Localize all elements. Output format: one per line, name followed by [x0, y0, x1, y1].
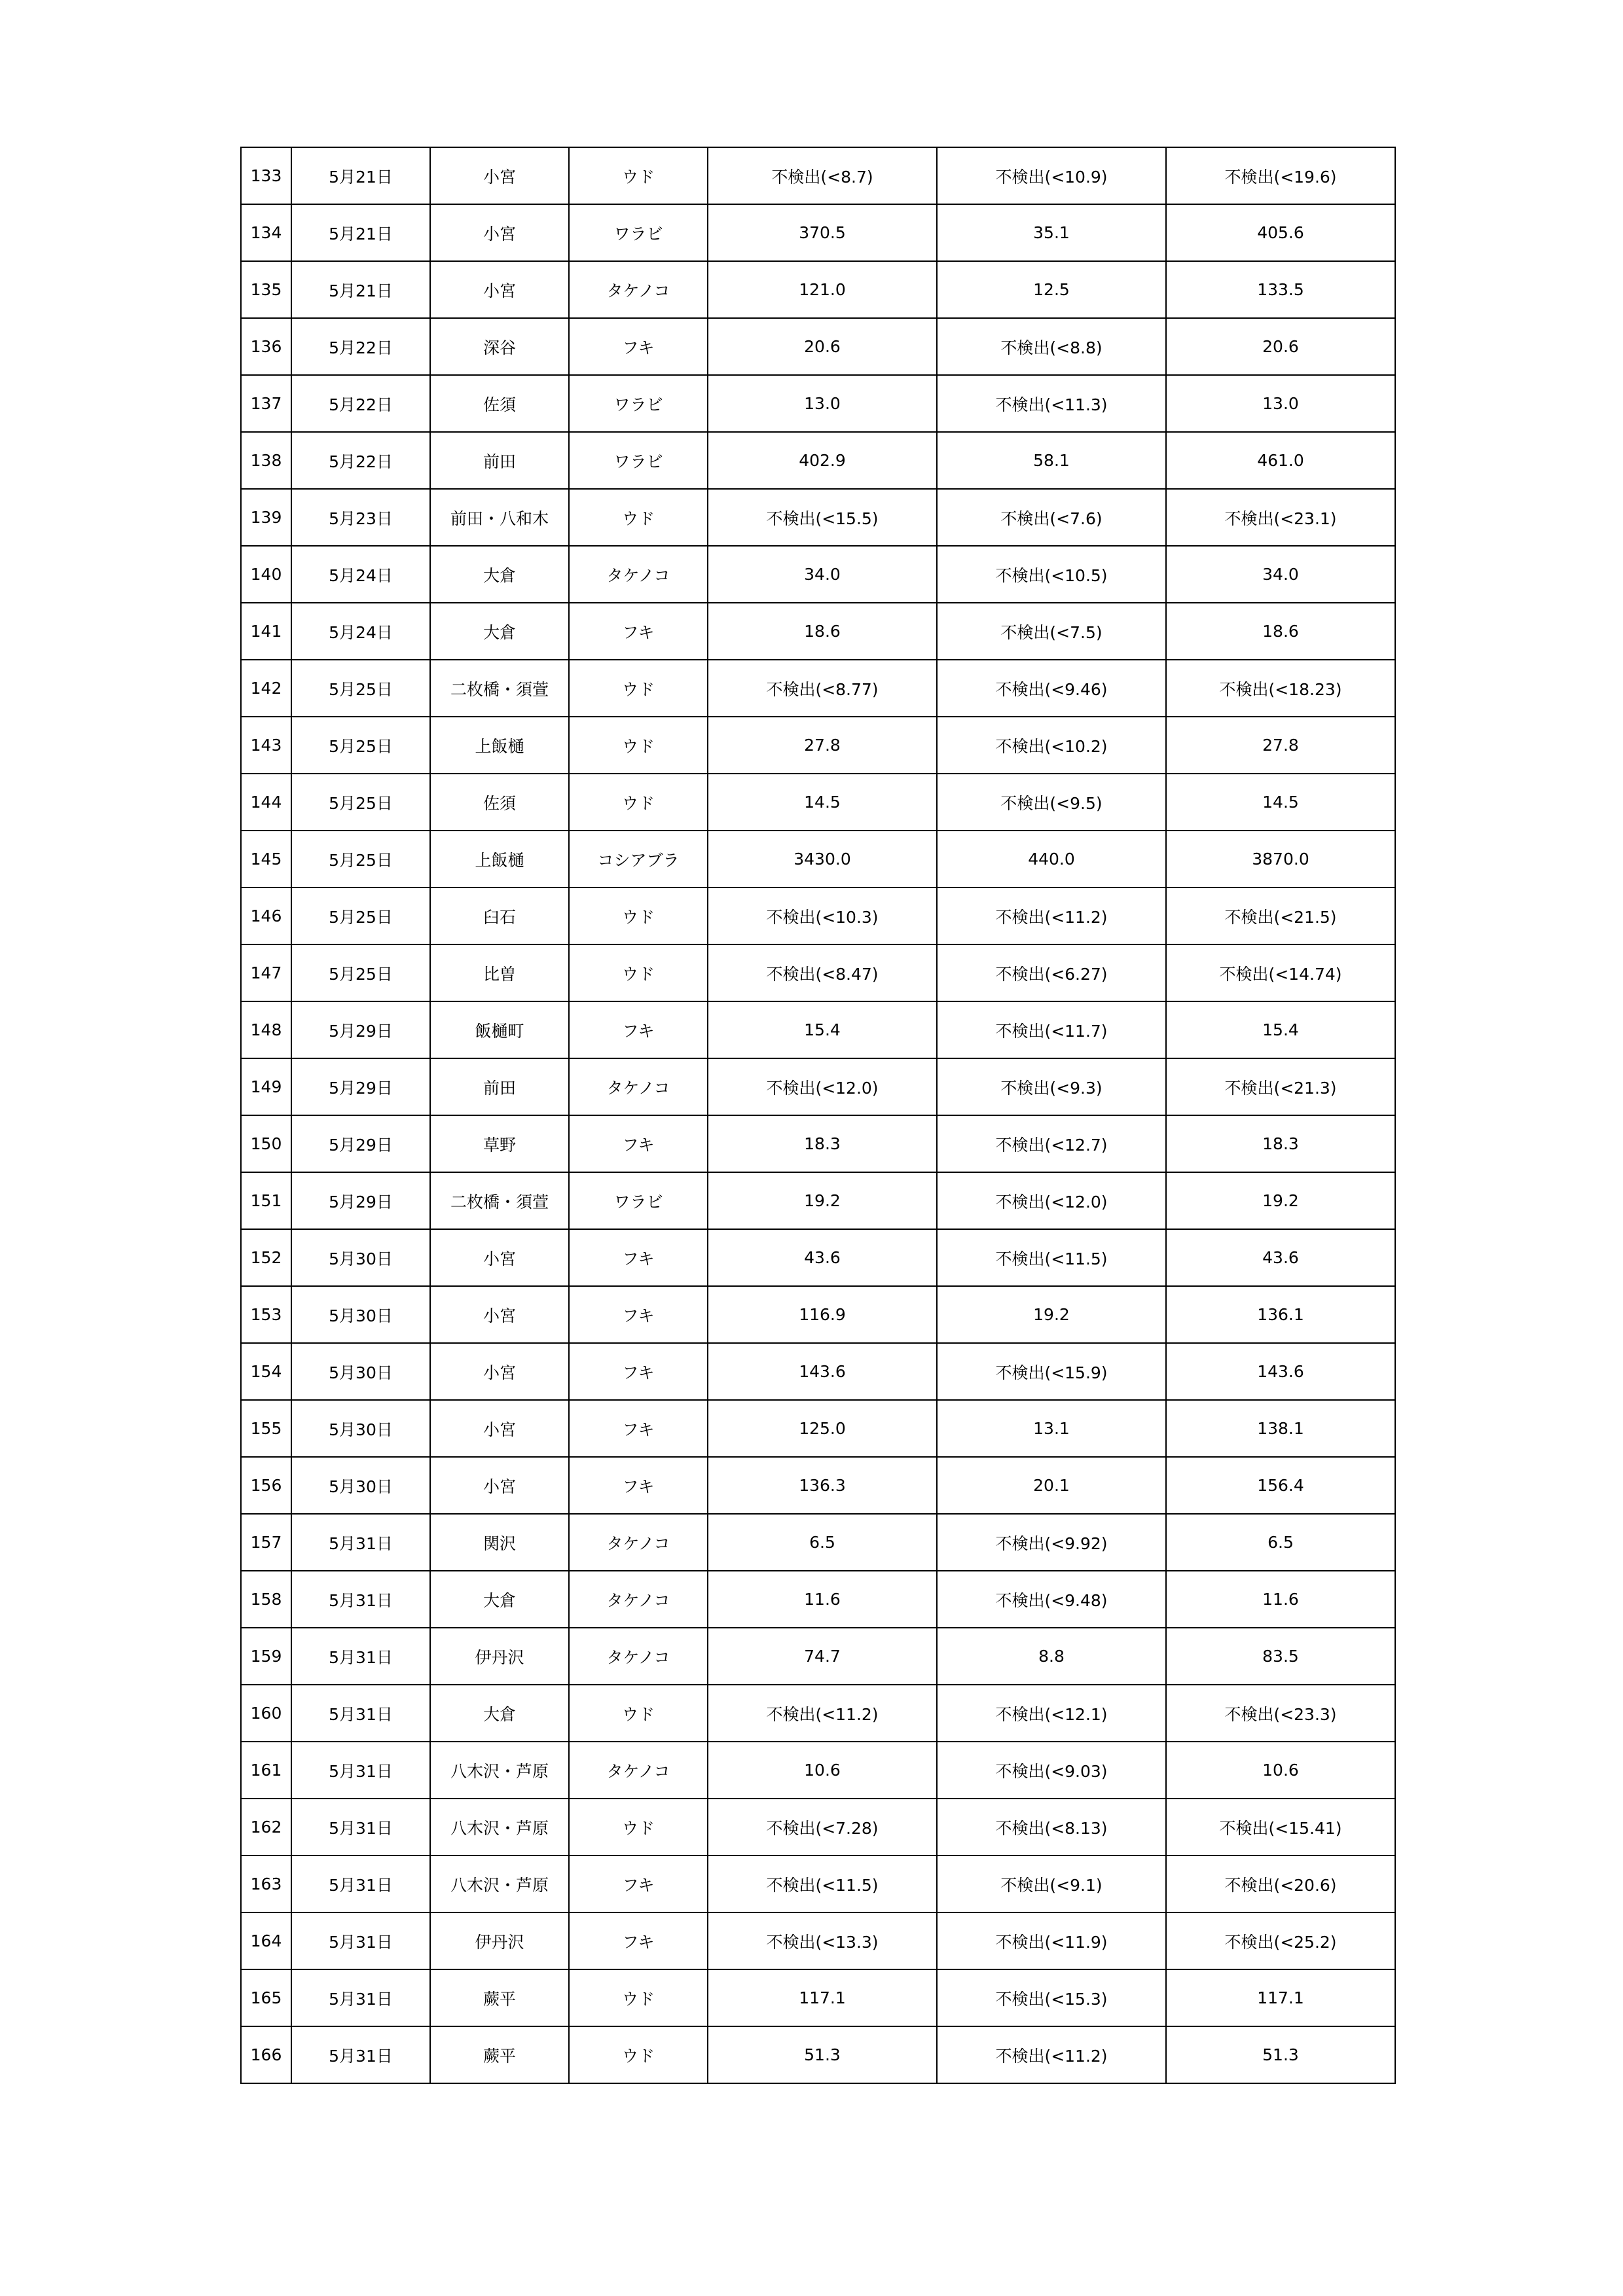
- table-row: [241, 432, 1395, 489]
- row-number-cell: 142: [241, 660, 291, 717]
- sample-date-cell: 5月31日: [291, 1742, 430, 1799]
- value-col-1-cell: 不検出(<7.28): [708, 1799, 937, 1856]
- sample-location-cell: 小宮: [430, 1343, 569, 1400]
- sample-location-cell: 臼石: [430, 888, 569, 944]
- item-name-cell: フキ: [569, 1400, 708, 1457]
- sample-date-cell: 5月29日: [291, 1001, 430, 1058]
- value-col-1-cell: 13.0: [708, 375, 937, 432]
- table-row: [241, 204, 1395, 261]
- sample-location-cell: 小宮: [430, 1400, 569, 1457]
- row-number-cell: 138: [241, 432, 291, 489]
- sample-date-cell: 5月25日: [291, 717, 430, 774]
- sample-date-cell: 5月25日: [291, 831, 430, 888]
- table-row: [241, 1628, 1395, 1685]
- sample-date-cell: 5月31日: [291, 1685, 430, 1742]
- row-number-cell: 161: [241, 1742, 291, 1799]
- sample-location-cell: 大倉: [430, 1571, 569, 1628]
- value-col-2-cell: 不検出(<11.5): [937, 1229, 1166, 1286]
- row-number-cell: 140: [241, 546, 291, 603]
- value-col-3-cell: 10.6: [1166, 1742, 1395, 1799]
- value-col-2-cell: 不検出(<6.27): [937, 944, 1166, 1001]
- value-col-2-cell: 不検出(<11.9): [937, 1912, 1166, 1969]
- sample-location-cell: 蕨平: [430, 1969, 569, 2026]
- table-row: [241, 1969, 1395, 2026]
- value-col-2-cell: 不検出(<7.6): [937, 489, 1166, 546]
- results-table-body: [241, 147, 1395, 2083]
- sample-date-cell: 5月30日: [291, 1400, 430, 1457]
- value-col-2-cell: 440.0: [937, 831, 1166, 888]
- value-col-3-cell: 18.3: [1166, 1115, 1395, 1172]
- value-col-1-cell: 143.6: [708, 1343, 937, 1400]
- table-row: [241, 603, 1395, 660]
- item-name-cell: フキ: [569, 1343, 708, 1400]
- value-col-1-cell: 74.7: [708, 1628, 937, 1685]
- sample-location-cell: 二枚橋・須萱: [430, 660, 569, 717]
- sample-location-cell: 上飯樋: [430, 831, 569, 888]
- table-row: [241, 2026, 1395, 2083]
- item-name-cell: ワラビ: [569, 375, 708, 432]
- sample-date-cell: 5月29日: [291, 1115, 430, 1172]
- row-number-cell: 135: [241, 261, 291, 318]
- value-col-1-cell: 136.3: [708, 1457, 937, 1514]
- results-table: [240, 147, 1396, 2084]
- item-name-cell: タケノコ: [569, 1514, 708, 1571]
- value-col-1-cell: 18.3: [708, 1115, 937, 1172]
- item-name-cell: ウド: [569, 2026, 708, 2083]
- value-col-3-cell: 19.2: [1166, 1172, 1395, 1229]
- sample-location-cell: 小宮: [430, 204, 569, 261]
- row-number-cell: 164: [241, 1912, 291, 1969]
- sample-date-cell: 5月31日: [291, 1856, 430, 1912]
- table-row: [241, 774, 1395, 831]
- value-col-1-cell: 370.5: [708, 204, 937, 261]
- sample-location-cell: 蕨平: [430, 2026, 569, 2083]
- table-row: [241, 147, 1395, 204]
- value-col-1-cell: 20.6: [708, 318, 937, 375]
- sample-date-cell: 5月30日: [291, 1229, 430, 1286]
- value-col-1-cell: 不検出(<8.77): [708, 660, 937, 717]
- sample-date-cell: 5月21日: [291, 204, 430, 261]
- sample-location-cell: 八木沢・芦原: [430, 1799, 569, 1856]
- sample-date-cell: 5月22日: [291, 318, 430, 375]
- sample-date-cell: 5月31日: [291, 1969, 430, 2026]
- table-row: [241, 1172, 1395, 1229]
- value-col-1-cell: 402.9: [708, 432, 937, 489]
- value-col-2-cell: 不検出(<11.7): [937, 1001, 1166, 1058]
- sample-location-cell: 大倉: [430, 1685, 569, 1742]
- value-col-3-cell: 20.6: [1166, 318, 1395, 375]
- item-name-cell: タケノコ: [569, 546, 708, 603]
- table-row: [241, 1912, 1395, 1969]
- value-col-2-cell: 不検出(<9.92): [937, 1514, 1166, 1571]
- item-name-cell: ウド: [569, 660, 708, 717]
- sample-location-cell: 大倉: [430, 546, 569, 603]
- value-col-2-cell: 不検出(<9.5): [937, 774, 1166, 831]
- value-col-3-cell: 27.8: [1166, 717, 1395, 774]
- value-col-1-cell: 不検出(<8.47): [708, 944, 937, 1001]
- sample-date-cell: 5月22日: [291, 375, 430, 432]
- row-number-cell: 152: [241, 1229, 291, 1286]
- value-col-3-cell: 不検出(<18.23): [1166, 660, 1395, 717]
- item-name-cell: フキ: [569, 1001, 708, 1058]
- sample-date-cell: 5月31日: [291, 1514, 430, 1571]
- table-row: [241, 1571, 1395, 1628]
- item-name-cell: ウド: [569, 944, 708, 1001]
- value-col-3-cell: 14.5: [1166, 774, 1395, 831]
- sample-location-cell: 深谷: [430, 318, 569, 375]
- value-col-2-cell: 不検出(<15.9): [937, 1343, 1166, 1400]
- sample-location-cell: 大倉: [430, 603, 569, 660]
- sample-location-cell: 小宮: [430, 1286, 569, 1343]
- value-col-1-cell: 3430.0: [708, 831, 937, 888]
- value-col-3-cell: 156.4: [1166, 1457, 1395, 1514]
- value-col-2-cell: 不検出(<10.9): [937, 147, 1166, 204]
- value-col-2-cell: 8.8: [937, 1628, 1166, 1685]
- value-col-3-cell: 18.6: [1166, 603, 1395, 660]
- value-col-2-cell: 19.2: [937, 1286, 1166, 1343]
- row-number-cell: 153: [241, 1286, 291, 1343]
- table-row: [241, 1001, 1395, 1058]
- value-col-2-cell: 不検出(<11.2): [937, 2026, 1166, 2083]
- row-number-cell: 148: [241, 1001, 291, 1058]
- sample-date-cell: 5月25日: [291, 944, 430, 1001]
- value-col-3-cell: 不検出(<20.6): [1166, 1856, 1395, 1912]
- row-number-cell: 162: [241, 1799, 291, 1856]
- value-col-3-cell: 不検出(<21.5): [1166, 888, 1395, 944]
- sample-location-cell: 前田・八和木: [430, 489, 569, 546]
- value-col-3-cell: 11.6: [1166, 1571, 1395, 1628]
- sample-location-cell: 前田: [430, 432, 569, 489]
- table-row: [241, 1799, 1395, 1856]
- value-col-2-cell: 不検出(<11.2): [937, 888, 1166, 944]
- value-col-2-cell: 不検出(<8.8): [937, 318, 1166, 375]
- value-col-2-cell: 不検出(<9.1): [937, 1856, 1166, 1912]
- value-col-3-cell: 不検出(<25.2): [1166, 1912, 1395, 1969]
- value-col-1-cell: 125.0: [708, 1400, 937, 1457]
- sample-date-cell: 5月24日: [291, 603, 430, 660]
- value-col-2-cell: 不検出(<12.0): [937, 1172, 1166, 1229]
- value-col-1-cell: 不検出(<11.2): [708, 1685, 937, 1742]
- row-number-cell: 158: [241, 1571, 291, 1628]
- item-name-cell: タケノコ: [569, 1058, 708, 1115]
- value-col-1-cell: 11.6: [708, 1571, 937, 1628]
- value-col-2-cell: 不検出(<10.5): [937, 546, 1166, 603]
- sample-location-cell: 前田: [430, 1058, 569, 1115]
- item-name-cell: ワラビ: [569, 432, 708, 489]
- sample-location-cell: 佐須: [430, 375, 569, 432]
- value-col-1-cell: 51.3: [708, 2026, 937, 2083]
- item-name-cell: ウド: [569, 888, 708, 944]
- table-row: [241, 1058, 1395, 1115]
- sample-location-cell: 草野: [430, 1115, 569, 1172]
- item-name-cell: ウド: [569, 147, 708, 204]
- row-number-cell: 136: [241, 318, 291, 375]
- sample-date-cell: 5月31日: [291, 2026, 430, 2083]
- sample-location-cell: 飯樋町: [430, 1001, 569, 1058]
- value-col-1-cell: 14.5: [708, 774, 937, 831]
- value-col-3-cell: 不検出(<19.6): [1166, 147, 1395, 204]
- sample-date-cell: 5月25日: [291, 774, 430, 831]
- table-row: [241, 318, 1395, 375]
- sample-location-cell: 小宮: [430, 1229, 569, 1286]
- value-col-2-cell: 不検出(<7.5): [937, 603, 1166, 660]
- sample-date-cell: 5月30日: [291, 1286, 430, 1343]
- table-row: [241, 831, 1395, 888]
- value-col-2-cell: 20.1: [937, 1457, 1166, 1514]
- table-row: [241, 1115, 1395, 1172]
- value-col-1-cell: 27.8: [708, 717, 937, 774]
- value-col-1-cell: 19.2: [708, 1172, 937, 1229]
- value-col-3-cell: 461.0: [1166, 432, 1395, 489]
- table-row: [241, 888, 1395, 944]
- value-col-3-cell: 13.0: [1166, 375, 1395, 432]
- value-col-1-cell: 43.6: [708, 1229, 937, 1286]
- value-col-3-cell: 不検出(<15.41): [1166, 1799, 1395, 1856]
- row-number-cell: 134: [241, 204, 291, 261]
- value-col-1-cell: 不検出(<11.5): [708, 1856, 937, 1912]
- item-name-cell: フキ: [569, 1286, 708, 1343]
- sample-location-cell: 八木沢・芦原: [430, 1742, 569, 1799]
- table-row: [241, 546, 1395, 603]
- value-col-2-cell: 12.5: [937, 261, 1166, 318]
- value-col-2-cell: 不検出(<9.46): [937, 660, 1166, 717]
- table-row: [241, 1286, 1395, 1343]
- table-row: [241, 1685, 1395, 1742]
- value-col-3-cell: 136.1: [1166, 1286, 1395, 1343]
- item-name-cell: フキ: [569, 1115, 708, 1172]
- row-number-cell: 146: [241, 888, 291, 944]
- item-name-cell: タケノコ: [569, 1571, 708, 1628]
- item-name-cell: ウド: [569, 774, 708, 831]
- row-number-cell: 155: [241, 1400, 291, 1457]
- sample-location-cell: 上飯樋: [430, 717, 569, 774]
- value-col-1-cell: 121.0: [708, 261, 937, 318]
- table-row: [241, 944, 1395, 1001]
- item-name-cell: コシアブラ: [569, 831, 708, 888]
- value-col-3-cell: 不検出(<23.1): [1166, 489, 1395, 546]
- sample-date-cell: 5月25日: [291, 660, 430, 717]
- value-col-1-cell: 不検出(<12.0): [708, 1058, 937, 1115]
- sample-date-cell: 5月31日: [291, 1799, 430, 1856]
- value-col-3-cell: 138.1: [1166, 1400, 1395, 1457]
- sample-date-cell: 5月21日: [291, 261, 430, 318]
- value-col-1-cell: 34.0: [708, 546, 937, 603]
- row-number-cell: 137: [241, 375, 291, 432]
- value-col-1-cell: 116.9: [708, 1286, 937, 1343]
- row-number-cell: 160: [241, 1685, 291, 1742]
- value-col-3-cell: 133.5: [1166, 261, 1395, 318]
- value-col-2-cell: 不検出(<12.1): [937, 1685, 1166, 1742]
- row-number-cell: 165: [241, 1969, 291, 2026]
- row-number-cell: 150: [241, 1115, 291, 1172]
- row-number-cell: 163: [241, 1856, 291, 1912]
- value-col-3-cell: 117.1: [1166, 1969, 1395, 2026]
- item-name-cell: タケノコ: [569, 1628, 708, 1685]
- value-col-2-cell: 35.1: [937, 204, 1166, 261]
- table-row: [241, 1343, 1395, 1400]
- table-row: [241, 375, 1395, 432]
- value-col-2-cell: 不検出(<10.2): [937, 717, 1166, 774]
- value-col-1-cell: 不検出(<8.7): [708, 147, 937, 204]
- item-name-cell: ワラビ: [569, 1172, 708, 1229]
- value-col-2-cell: 不検出(<9.03): [937, 1742, 1166, 1799]
- item-name-cell: ワラビ: [569, 204, 708, 261]
- row-number-cell: 141: [241, 603, 291, 660]
- row-number-cell: 151: [241, 1172, 291, 1229]
- row-number-cell: 157: [241, 1514, 291, 1571]
- value-col-1-cell: 不検出(<13.3): [708, 1912, 937, 1969]
- sample-date-cell: 5月24日: [291, 546, 430, 603]
- table-row: [241, 1229, 1395, 1286]
- value-col-3-cell: 3870.0: [1166, 831, 1395, 888]
- value-col-3-cell: 不検出(<23.3): [1166, 1685, 1395, 1742]
- value-col-3-cell: 51.3: [1166, 2026, 1395, 2083]
- value-col-1-cell: 6.5: [708, 1514, 937, 1571]
- sample-location-cell: 伊丹沢: [430, 1912, 569, 1969]
- row-number-cell: 149: [241, 1058, 291, 1115]
- value-col-1-cell: 15.4: [708, 1001, 937, 1058]
- item-name-cell: フキ: [569, 1912, 708, 1969]
- row-number-cell: 154: [241, 1343, 291, 1400]
- table-row: [241, 1514, 1395, 1571]
- table-row: [241, 489, 1395, 546]
- sample-date-cell: 5月31日: [291, 1628, 430, 1685]
- table-row: [241, 1400, 1395, 1457]
- table-row: [241, 1856, 1395, 1912]
- value-col-2-cell: 不検出(<15.3): [937, 1969, 1166, 2026]
- value-col-3-cell: 15.4: [1166, 1001, 1395, 1058]
- sample-date-cell: 5月21日: [291, 147, 430, 204]
- item-name-cell: フキ: [569, 318, 708, 375]
- value-col-2-cell: 不検出(<12.7): [937, 1115, 1166, 1172]
- sample-date-cell: 5月25日: [291, 888, 430, 944]
- sample-date-cell: 5月22日: [291, 432, 430, 489]
- item-name-cell: ウド: [569, 1969, 708, 2026]
- table-row: [241, 261, 1395, 318]
- sample-location-cell: 比曽: [430, 944, 569, 1001]
- value-col-1-cell: 不検出(<15.5): [708, 489, 937, 546]
- value-col-2-cell: 不検出(<8.13): [937, 1799, 1166, 1856]
- value-col-3-cell: 34.0: [1166, 546, 1395, 603]
- item-name-cell: タケノコ: [569, 1742, 708, 1799]
- sample-location-cell: 小宮: [430, 1457, 569, 1514]
- value-col-3-cell: 143.6: [1166, 1343, 1395, 1400]
- row-number-cell: 159: [241, 1628, 291, 1685]
- value-col-1-cell: 不検出(<10.3): [708, 888, 937, 944]
- sample-date-cell: 5月29日: [291, 1058, 430, 1115]
- table-row: [241, 717, 1395, 774]
- sample-date-cell: 5月23日: [291, 489, 430, 546]
- value-col-3-cell: 6.5: [1166, 1514, 1395, 1571]
- item-name-cell: フキ: [569, 1856, 708, 1912]
- value-col-2-cell: 不検出(<11.3): [937, 375, 1166, 432]
- item-name-cell: フキ: [569, 1229, 708, 1286]
- sample-date-cell: 5月31日: [291, 1912, 430, 1969]
- sample-location-cell: 佐須: [430, 774, 569, 831]
- value-col-3-cell: 不検出(<14.74): [1166, 944, 1395, 1001]
- value-col-2-cell: 不検出(<9.3): [937, 1058, 1166, 1115]
- item-name-cell: フキ: [569, 603, 708, 660]
- row-number-cell: 133: [241, 147, 291, 204]
- sample-location-cell: 小宮: [430, 261, 569, 318]
- item-name-cell: ウド: [569, 489, 708, 546]
- value-col-1-cell: 18.6: [708, 603, 937, 660]
- row-number-cell: 144: [241, 774, 291, 831]
- sample-location-cell: 伊丹沢: [430, 1628, 569, 1685]
- sample-location-cell: 小宮: [430, 147, 569, 204]
- value-col-2-cell: 13.1: [937, 1400, 1166, 1457]
- row-number-cell: 147: [241, 944, 291, 1001]
- sample-date-cell: 5月30日: [291, 1457, 430, 1514]
- sample-location-cell: 二枚橋・須萱: [430, 1172, 569, 1229]
- row-number-cell: 139: [241, 489, 291, 546]
- sample-location-cell: 八木沢・芦原: [430, 1856, 569, 1912]
- table-row: [241, 1742, 1395, 1799]
- sample-date-cell: 5月29日: [291, 1172, 430, 1229]
- value-col-3-cell: 83.5: [1166, 1628, 1395, 1685]
- value-col-2-cell: 58.1: [937, 432, 1166, 489]
- row-number-cell: 156: [241, 1457, 291, 1514]
- row-number-cell: 145: [241, 831, 291, 888]
- sample-date-cell: 5月31日: [291, 1571, 430, 1628]
- table-row: [241, 660, 1395, 717]
- item-name-cell: ウド: [569, 1799, 708, 1856]
- value-col-3-cell: 不検出(<21.3): [1166, 1058, 1395, 1115]
- sample-date-cell: 5月30日: [291, 1343, 430, 1400]
- value-col-2-cell: 不検出(<9.48): [937, 1571, 1166, 1628]
- value-col-1-cell: 10.6: [708, 1742, 937, 1799]
- item-name-cell: フキ: [569, 1457, 708, 1514]
- item-name-cell: タケノコ: [569, 261, 708, 318]
- row-number-cell: 166: [241, 2026, 291, 2083]
- item-name-cell: ウド: [569, 1685, 708, 1742]
- sample-location-cell: 関沢: [430, 1514, 569, 1571]
- table-row: [241, 1457, 1395, 1514]
- row-number-cell: 143: [241, 717, 291, 774]
- value-col-3-cell: 405.6: [1166, 204, 1395, 261]
- value-col-3-cell: 43.6: [1166, 1229, 1395, 1286]
- value-col-1-cell: 117.1: [708, 1969, 937, 2026]
- item-name-cell: ウド: [569, 717, 708, 774]
